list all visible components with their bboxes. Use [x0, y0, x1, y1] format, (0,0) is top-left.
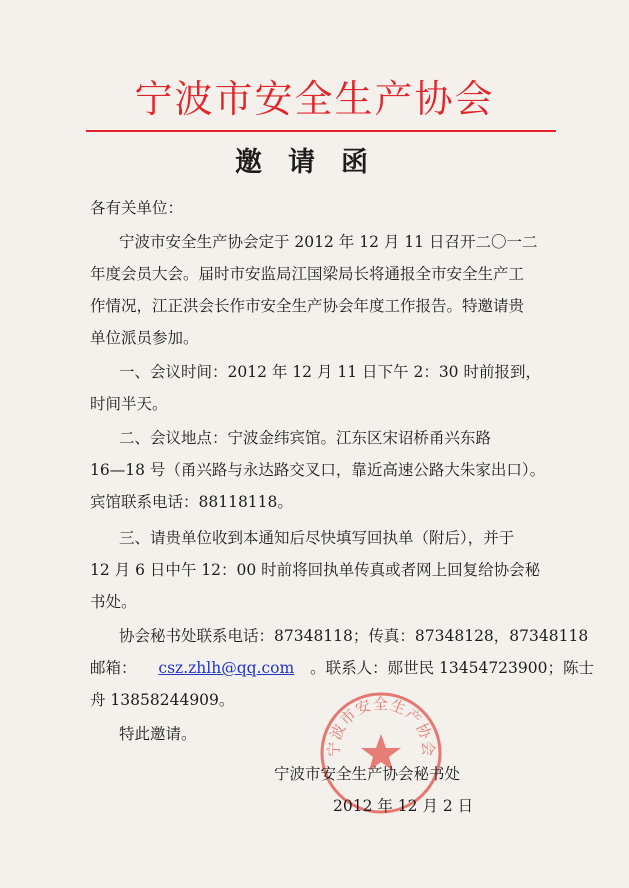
- item-line: 16—18 号（甬兴路与永达路交叉口，靠近高速公路大朱家出口）。: [90, 461, 546, 479]
- intro-line: 年度会员大会。届时市安监局江国梁局长将通报全市安全生产工: [90, 265, 525, 283]
- signature-org: 宁波市安全生产协会秘书处: [274, 765, 461, 783]
- item-line: 宾馆联系电话：88118118。: [90, 493, 293, 511]
- signature-date: 2012 年 12 月 2 日: [333, 797, 474, 815]
- item-line: 12 月 6 日中午 12：00 时前将回执单传真或者网上回复给协会秘: [90, 561, 541, 579]
- closing-text: 特此邀请。: [119, 725, 197, 743]
- email-label: 邮箱：: [90, 659, 137, 677]
- salutation: 各有关单位：: [90, 199, 184, 217]
- intro-line: 作情况，江正洪会长作市安全生产协会年度工作报告。特邀请贵: [90, 297, 525, 315]
- letterhead-divider: [86, 130, 556, 132]
- item-line: 时间半天。: [90, 395, 168, 413]
- intro-line: 宁波市安全生产协会定于 2012 年 12 月 11 日召开二〇一二: [119, 233, 538, 251]
- letterhead-title: 宁波市安全生产协会: [134, 77, 495, 121]
- seal-text: 宁波市安全生产协会: [324, 694, 438, 758]
- contact-phone-line: 协会秘书处联系电话：87348118；传真：87348128，87348118: [119, 627, 589, 645]
- contact-person-line: 舟 13858244909。: [90, 691, 235, 709]
- item-line: 一、会议时间：2012 年 12 月 11 日下午 2：30 时前报到，: [119, 363, 541, 381]
- item-line: 书处。: [90, 593, 137, 611]
- contact-email-line: [90, 658, 594, 678]
- item-line: 二、会议地点：宁波金纬宾馆。江东区宋诏桥甬兴东路: [119, 429, 492, 447]
- item-line: 三、请贵单位收到本通知后尽快填写回执单（附后），并于: [119, 529, 515, 547]
- contact-person: 。联系人：郧世民 13454723900；陈士: [310, 659, 594, 677]
- email-link[interactable]: csz.zhlh@qq.com: [158, 659, 295, 677]
- intro-line: 单位派员参加。: [90, 329, 199, 347]
- document-title: 邀请函: [235, 147, 394, 178]
